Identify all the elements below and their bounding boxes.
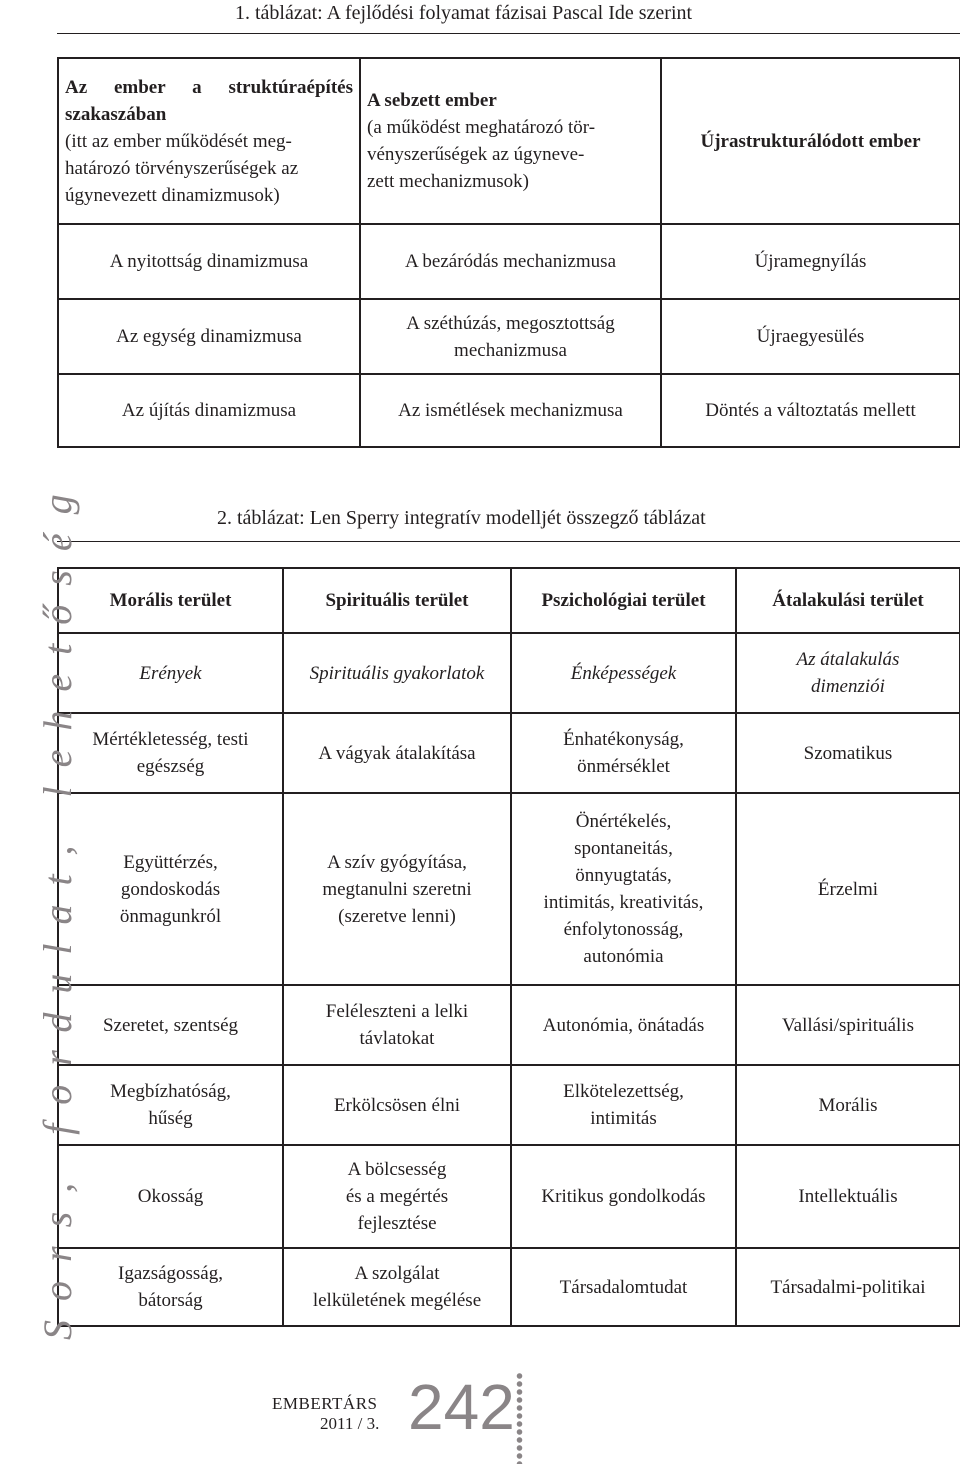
table2-cell [736, 713, 960, 793]
table2-cell-line: Szeretet, szentség [102, 1014, 239, 1036]
table1-header-row [58, 58, 960, 224]
table1-header-line: határozó törvényszerűségek az [65, 157, 299, 179]
table2-cell-line: Vallási/spirituális [782, 1014, 914, 1036]
table2-cell-line: spontaneitás, [574, 838, 673, 859]
table2-cell-line: Okosság [137, 1186, 204, 1207]
table2-cell-line: Megbízhatóság, [110, 1081, 231, 1102]
table2-cell-line: Igazságosság, [118, 1263, 223, 1284]
table2-row [58, 1065, 960, 1145]
table1-header-line: zett mechanizmusok) [367, 171, 529, 192]
table1-cell [360, 374, 661, 447]
table2-cell-line: önnyugtatás, [575, 865, 672, 886]
table2-cell [58, 793, 283, 985]
table1-header-cell [661, 58, 960, 224]
table2-cell-line: intimitás, kreativitás, [543, 892, 704, 913]
table2-row [58, 793, 960, 985]
table2-cell-line: énfolytonosság, [563, 919, 684, 940]
table2-cell [283, 1248, 511, 1326]
table2-cell-line: Társadalomtudat [559, 1276, 688, 1298]
table1-cell-line: Döntés a változtatás mellett [705, 400, 916, 421]
table2-subheader-cell [511, 633, 736, 713]
side-running-title: Sors, fordulat, lehetőség [35, 475, 80, 1340]
table1-header-line: A sebzett ember [367, 90, 497, 111]
table1-cell [58, 299, 360, 374]
table2-cell [736, 985, 960, 1065]
table2-subheader-line: Énképességek [570, 662, 677, 684]
table1-cell [661, 374, 960, 447]
table2-cell [58, 713, 283, 793]
table1-cell [360, 299, 661, 374]
table2-header-label: Pszichológiai terület [541, 590, 706, 611]
table2-cell-line: Kritikus gondolkodás [541, 1186, 706, 1207]
table2-cell-line: (szeretve lenni) [338, 905, 456, 927]
table2-cell-line: A bölcsesség [347, 1159, 447, 1180]
table1-cell-line: A bezáródás mechanizmusa [404, 251, 617, 272]
table1-cell [360, 224, 661, 299]
page-number: 242 [408, 1371, 515, 1443]
table2-subheader-line: Az átalakulás [796, 649, 900, 670]
table2-row [58, 713, 960, 793]
table2 [57, 567, 960, 1327]
table2-subheader-row [58, 633, 960, 713]
table2-cell [511, 1065, 736, 1145]
table1-cell-line: Az ismétlések mechanizmusa [398, 400, 623, 421]
table2-header-cell [511, 568, 736, 633]
table2-subheader-cell [58, 633, 283, 713]
table2-header-row [58, 568, 960, 633]
table1-cell-line: Újraegyesülés [756, 326, 865, 347]
footer-magazine-name: EMBERTÁRS [272, 1394, 378, 1413]
table1-cell-line: A széthúzás, megosztottság [406, 312, 615, 334]
table2-cell [58, 985, 283, 1065]
table2-cell-line: intimitás [590, 1108, 657, 1129]
table2-cell-line: Társadalmi-politikai [770, 1276, 926, 1298]
table1-header-line: vényszerűségek az úgyneve- [367, 144, 585, 165]
table1-cell [58, 374, 360, 447]
table2-cell [511, 713, 736, 793]
table2-cell [736, 1065, 960, 1145]
table1-cell-line: mechanizmusa [454, 339, 567, 361]
table1-header-line: (itt az ember működését meg- [65, 130, 292, 152]
table2-subheader-line: Spirituális gyakorlatok [309, 662, 485, 684]
table1-cell-line: Újramegnyílás [754, 251, 867, 272]
table2-cell-line: Morális [818, 1094, 878, 1116]
table2-cell [283, 1145, 511, 1248]
table2-cell [736, 793, 960, 985]
table2-caption: 2. táblázat: Len Sperry integratív modelljét összegző táblázat [217, 507, 706, 529]
table1-cell-line: Az újítás dinamizmusa [121, 400, 297, 421]
table2-header-label: Átalakulási terület [772, 590, 924, 611]
table2-row [58, 1145, 960, 1248]
table2-cell-line: hűség [148, 1108, 193, 1129]
table2-header-label: Spirituális terület [325, 590, 469, 611]
table2-cell [283, 793, 511, 985]
table2-subheader-cell [736, 633, 960, 713]
table2-cell [511, 1248, 736, 1326]
table2-cell-line: Feléleszteni a lelki [325, 1001, 469, 1022]
table2-cell-line: megtanulni szeretni [322, 878, 472, 900]
table2-caption-rule [57, 541, 960, 542]
table1-header-cell [360, 58, 661, 224]
table2-cell [58, 1145, 283, 1248]
table2-subheader-line: dimenziói [811, 676, 885, 697]
table2-cell-line: Erkölcsösen élni [333, 1094, 461, 1116]
table1-header-line: úgynevezett dinamizmusok) [65, 184, 280, 206]
table2-cell-line: Önértékelés, [575, 811, 672, 832]
table1-header-line: Az ember a struktúraépítés szakaszában [65, 76, 353, 125]
table2-cell [511, 1145, 736, 1248]
table2-cell-line: Elkötelezettség, [563, 1081, 684, 1102]
table2-cell-line: Mértékletesség, testi [92, 729, 249, 750]
table2-cell [511, 793, 736, 985]
table1-caption: 1. táblázat: A fejlődési folyamat fázisai Pascal Ide szerint [235, 2, 693, 24]
table1-header-line: Újrastrukturálódott ember [700, 130, 921, 152]
table1-header-cell [58, 58, 360, 224]
table2-subheader-cell [283, 633, 511, 713]
table2-row [58, 1248, 960, 1326]
table2-cell [736, 1145, 960, 1248]
table2-header-cell [283, 568, 511, 633]
table1-cell [661, 299, 960, 374]
table2-cell-line: Érzelmi [817, 878, 879, 900]
table1-row [58, 374, 960, 447]
table2-cell-line: A szív gyógyítása, [327, 851, 467, 873]
table2-row [58, 985, 960, 1065]
table2-cell [736, 1248, 960, 1326]
table1-cell [661, 224, 960, 299]
table2-header-cell [736, 568, 960, 633]
table2-cell-line: Szomatikus [803, 742, 893, 764]
table2-cell [511, 985, 736, 1065]
table2-cell-line: lelkületének megélése [312, 1290, 482, 1311]
table2-header-cell [58, 568, 283, 633]
table2-cell [58, 1065, 283, 1145]
table2-cell-line: távlatokat [359, 1028, 435, 1049]
dotted-rule [515, 1372, 524, 1464]
table2-cell [283, 713, 511, 793]
table1-row [58, 224, 960, 299]
table2-cell-line: A vágyak átalakítása [318, 742, 476, 764]
table2-cell-line: fejlesztése [357, 1213, 437, 1234]
table2-cell-line: gondoskodás [120, 878, 221, 900]
table2-cell-line: Együttérzés, [123, 851, 218, 873]
table1 [57, 57, 960, 448]
table2-cell-line: bátorság [138, 1290, 203, 1311]
table2-cell-line: önmérséklet [577, 756, 670, 777]
table1-caption-rule [57, 33, 960, 34]
table2-subheader-line: Erények [139, 662, 202, 684]
table1-header-line: (a működést meghatározó tör- [367, 117, 596, 138]
table2-cell-line: A szolgálat [354, 1263, 440, 1284]
footer-issue: 2011 / 3. [320, 1414, 380, 1433]
table2-cell-line: Autonómia, önátadás [542, 1014, 705, 1036]
table2-cell-line: és a megértés [345, 1186, 449, 1207]
table2-cell-line: Intellektuális [798, 1186, 898, 1207]
table2-cell-line: Énhatékonyság, [563, 729, 684, 750]
table2-cell [283, 1065, 511, 1145]
table2-cell-line: önmagunkról [119, 905, 222, 927]
table2-cell-line: autonómia [583, 946, 664, 967]
table2-header-label: Morális terület [109, 590, 232, 611]
table1-cell-line: Az egység dinamizmusa [116, 326, 302, 347]
table1-row [58, 299, 960, 374]
table2-cell [58, 1248, 283, 1326]
table1-cell [58, 224, 360, 299]
table2-cell-line: egészség [136, 756, 205, 777]
table2-cell [283, 985, 511, 1065]
table1-cell-line: A nyitottság dinamizmusa [109, 251, 309, 272]
